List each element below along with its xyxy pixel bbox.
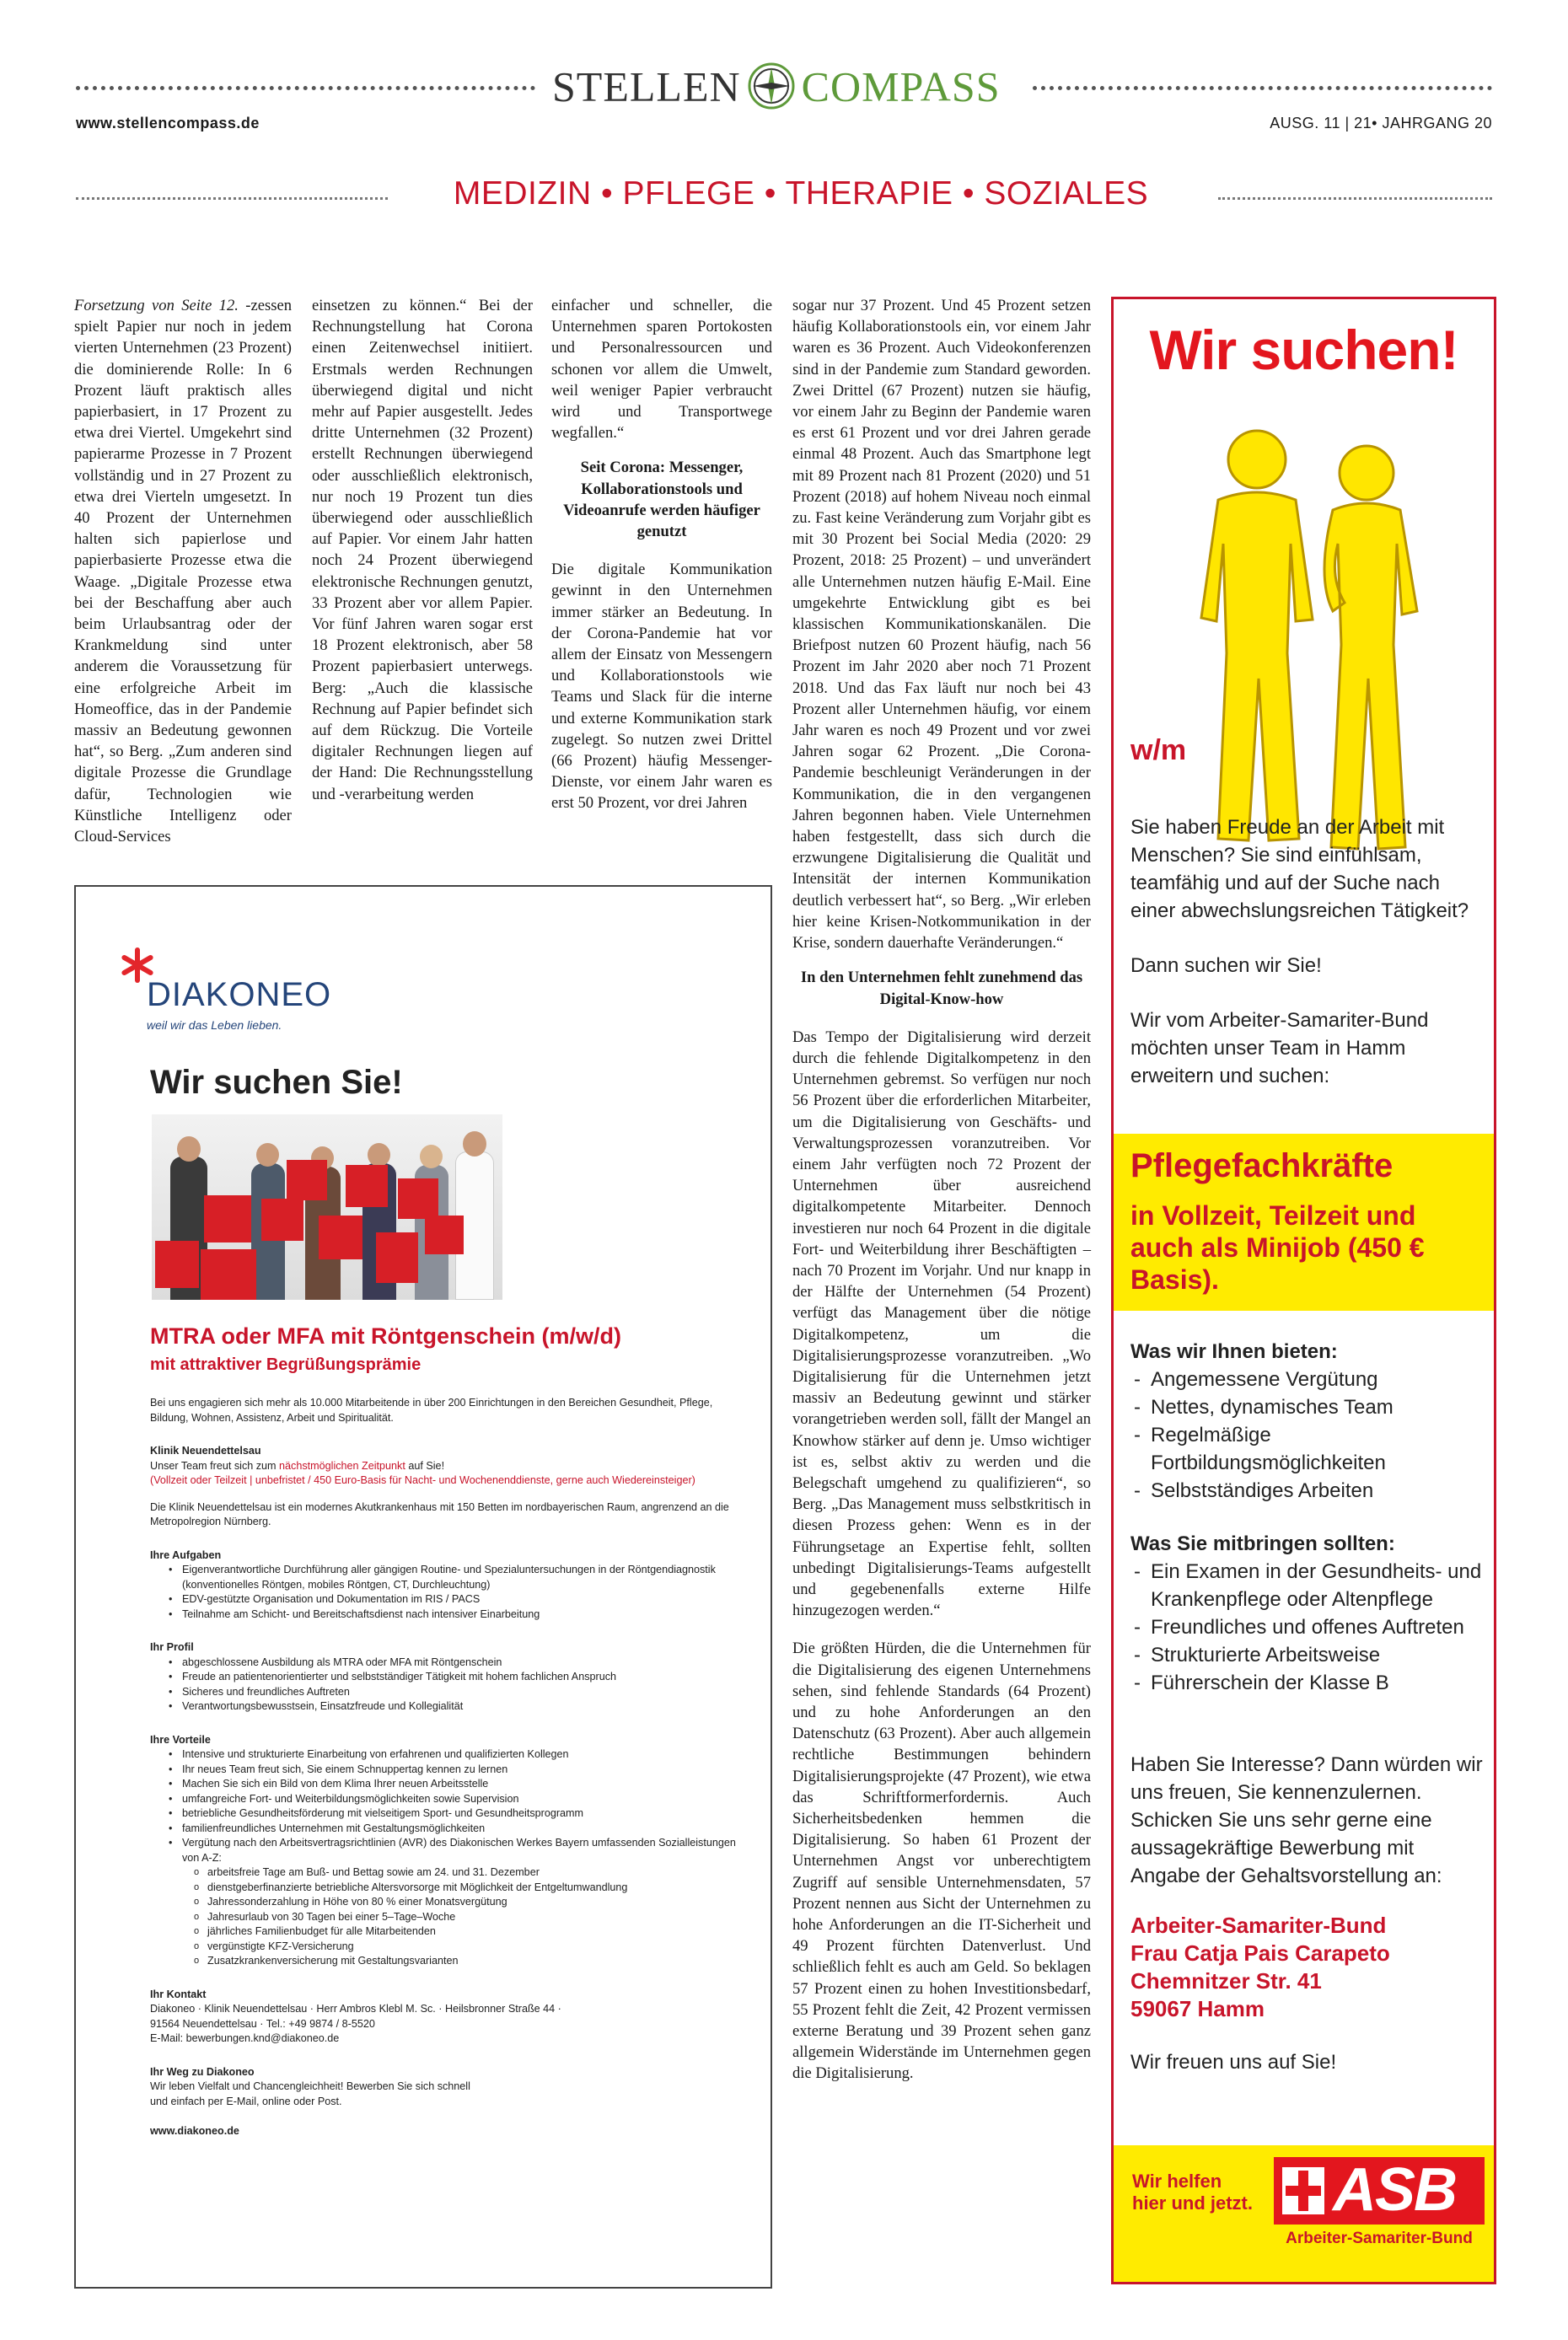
list-item: • umfangreiche Fort- und Weiterbildungsmöglichkeiten sowie Supervision [150, 1792, 740, 1807]
article-col3-text-a: einfacher und schneller, die Unternehmen sparen Portokosten und Personalressourcen und schonen vor allem die Umwelt, weil weniger Papier verbraucht wird und Transportwege wegfallen.“ [551, 297, 772, 443]
bring-heading: Was Sie mitbringen sollten: [1130, 1532, 1395, 1555]
diakoneo-url[interactable]: www.diakoneo.de [150, 2125, 239, 2137]
diakoneo-brand: DIAKONEO [147, 976, 332, 1013]
clinic-terms: (Vollzeit oder Teilzeit | unbefristet / 450 Euro-Basis für Nacht- und Wochenenddienste, gerne auch Wiedereinsteiger) [150, 1474, 695, 1486]
asb-footer-name: Arbeiter-Samariter-Bund [1286, 2230, 1473, 2247]
list-item: • Vergütung nach den Arbeitsvertragsrichtlinien (AVR) des Diakonischen Werkes Bayern umfassenden Sozialleistungen von A-Z: [150, 1836, 740, 1865]
gender-note: w/m [1130, 734, 1187, 766]
job-title: MTRA oder MFA mit Röntgenschein (m/w/d) [150, 1323, 621, 1349]
article-column-3 [551, 295, 772, 814]
people-silhouette-icon [1164, 400, 1451, 877]
banner-title: Pflegefachkräfte [1130, 1147, 1393, 1184]
list-subitem: o arbeitsfreie Tage am Buß- und Bettag sowie am 24. und 31. Dezember [150, 1865, 740, 1881]
team-photo [152, 1114, 502, 1300]
list-subitem: o Jahresurlaub von 30 Tagen bei einer 5–Tage–Woche [150, 1910, 740, 1925]
asb-slogan [1132, 2171, 1253, 2214]
diakoneo-job-ad [74, 885, 772, 2289]
benefits-heading: Ihre Vorteile [150, 1733, 211, 1746]
asb-address [1130, 1912, 1488, 2023]
contact-email[interactable]: E-Mail: bewerbungen.knd@diakoneo.de [150, 2032, 340, 2044]
list-item: - Regelmäßige Fortbildungsmöglichkeiten [1130, 1421, 1488, 1477]
asb-closing: Haben Sie Interesse? Dann würden wir uns freuen, Sie kennenzulernen. Schicken Sie uns sehr gerne eine aussagekräftige Bewerbung mit Angabe der Gehaltsvorstellung an: [1130, 1753, 1483, 1887]
asb-logo [1274, 2157, 1485, 2225]
list-item: • Sicheres und freundliches Auftreten [150, 1685, 740, 1700]
article-col4-text-a: sogar nur 37 Prozent. Und 45 Prozent setzen häufig Kollaborationstools ein, vor einem Jahr waren es 36 Prozent. Auch Videokonferenzen sind in der Pandemie zum Standard geworden. Zwei Drittel (67 Prozent) nutzen sie häufig, vor einem Jahr zu Beginn der Pandemie waren es erst 61 Prozent und vor drei Jahren gerade einmal 48 Prozent. Auch das Smartphone legt mit 89 Prozent nach 81 Prozent (2020) und 51 Prozent (2018) auf hohem Niveau noch einmal zu. Fast keine Veränderung zum Vorjahr gibt es mit 30 Prozent bei Social Media (2020: 29 Prozent, 2018: 25 Prozent) – und unverändert alle Unternehmen nutzen häufig E-Mail. Eine umgekehrte Entwicklung gibt es bei klassischen Kommunikationskanälen. Die Briefpost nutzen 60 Prozent häufig, nach 56 Prozent im Jahr 2020 aber noch 71 Prozent 2018. Und das Fax läuft nur noch bei 43 Prozent aller Unternehmen häufig, vor einem Jahr waren es noch 49 Prozent und vor zwei Jahren sogar 62 Prozent. „Die Corona-Pandemie beschleunigt Veränderungen in der Kommunikation, die in den vergangenen Jahren begonnen haben. Viele Unternehmen haben festgestellt, dass sich durch die erzwungene Digitalisierung die Qualität und Intensität der internen Kommunikation deutlich verbessert hat“, so Berg. „Wir erleben hier keine Krisen-Notkommunikation in der Krise, sondern dauerhafte Veränderungen.“ [792, 297, 1091, 953]
diakoneo-tagline: weil wir das Leben lieben. [147, 1018, 282, 1032]
article-column-2 [312, 295, 533, 805]
address-line: Chemnitzer Str. 41 [1130, 1968, 1322, 1994]
clinic-line-a: Unser Team freut sich zum [150, 1459, 280, 1472]
list-subitem: o Jahressonderzahlung in Höhe von 80 % einer Monatsvergütung [150, 1895, 740, 1910]
list-subitem: o jährliches Familienbudget für alle Mitarbeitenden [150, 1924, 740, 1940]
list-item: • familienfreundliches Unternehmen mit Gestaltungsmöglichkeiten [150, 1822, 740, 1837]
list-item: - Strukturierte Arbeitsweise [1130, 1641, 1488, 1669]
article-subheading-1: Seit Corona: Messenger, Kollaborationstools und Videoanrufe werden häufiger genutzt [563, 459, 760, 541]
list-subitem: o Zusatzkrankenversicherung mit Gestaltungsvarianten [150, 1954, 740, 1969]
section-category: MEDIZIN • PFLEGE • THERAPIE • SOZIALES [453, 175, 1149, 212]
benefits-list [150, 1747, 740, 1969]
asb-offer-block [1130, 1338, 1488, 2076]
profile-list [150, 1656, 740, 1715]
list-item: - Ein Examen in der Gesundheits- und Krankenpflege oder Altenpflege [1130, 1558, 1488, 1613]
clinic-description: Die Klinik Neuendettelsau ist ein modernes Akutkrankenhaus mit 150 Betten im nordbayerischen Raum, angrenzend an die Metropolregion Nürnberg. [150, 1500, 729, 1527]
tasks-heading: Ihre Aufgaben [150, 1548, 222, 1561]
list-item: • Verantwortungsbewusstsein, Einsatzfreude und Kollegialität [150, 1699, 740, 1715]
contact-line: Diakoneo · Klinik Neuendettelsau · Herr Ambros Klebl M. Sc. · Heilsbronner Straße 44 · [150, 2003, 561, 2015]
list-item: • betriebliche Gesundheitsförderung mit vielseitigem Sport- und Gesundheitsprogramm [150, 1806, 740, 1822]
contact-heading: Ihr Kontakt [150, 1988, 207, 2000]
list-item: • Ihr neues Team freut sich, Sie einem Schnuppertag kennen zu lernen [150, 1763, 740, 1778]
diakoneo-intro: Bei uns engagieren sich mehr als 10.000 Mitarbeitende in über 200 Einrichtungen in den Bereichen Gesundheit, Pflege, Bildung, Wohnen, Assistenz, Arbeit und Spiritualität. [150, 1397, 713, 1424]
clinic-line-highlight: nächstmöglichen Zeitpunkt [279, 1459, 405, 1472]
clinic-start-line [150, 1459, 740, 1474]
tasks-list [150, 1563, 740, 1622]
offer-heading: Was wir Ihnen bieten: [1130, 1340, 1338, 1363]
article-col2-text: einsetzen zu können.“ Bei der Rechnungstellung hat Corona einen Zeitenwechsel initiiert. Erstmals werden Rechnungen überwiegend digital und nicht mehr auf Papier ausgestellt. Jedes dritte Unternehmen (32 Prozent) erstellt Rechnungen überwiegend oder ausschließlich elektronisch, nur noch 19 Prozent tun dies überwiegend oder ausschließlich auf Papier. Vor einem Jahr hatten noch 24 Prozent überwiegend elektronische Rechnungen genutzt, 33 Prozent aber vor allem Papier. Vor fünf Jahren waren sogar erst 18 Prozent elektronisch, aber 58 Prozent papierbasiert unterwegs. Berg: „Auch die klassische Rechnung auf Papier befindet sich auf dem Rückzug. Die Vorteile digitaler Rechnungen liegen auf der Hand: Die Rechnungsstellung und -verarbeitung werden [312, 297, 533, 803]
way-heading: Ihr Weg zu Diakoneo [150, 2065, 255, 2078]
logo-left-text: STELLEN [552, 62, 741, 110]
edition-info: AUSG. 11 | 21• JAHRGANG 20 [1270, 115, 1492, 131]
list-item: • Freude an patientenorientierter und selbstständiger Tätigkeit mit hohem fachlichen Anspruch [150, 1670, 740, 1685]
way-line: und einfach per E-Mail, online oder Post. [150, 2095, 342, 2107]
asb-headline: Wir suchen! [1149, 319, 1458, 381]
list-item: - Nettes, dynamisches Team [1130, 1393, 1488, 1421]
way-line: Wir leben Vielfalt und Chancengleichheit! Bewerben Sie sich schnell [150, 2080, 470, 2092]
list-subitem: o vergünstigte KFZ-Versicherung [150, 1940, 740, 1955]
article-column-4 [792, 295, 1091, 2085]
article-col3-text-b: Die digitale Kommunikation gewinnt in den Unternehmen immer stärker an Bedeutung. In der Corona-Pandemie hat vor allem der Einsatz von Messengern und Kollaborationstools wie Teams und Slack für die interne und externe Kommunikation stark zugelegt. So nutzen zwei Drittel (66 Prozent) häufig Messenger-Dienste, vor einem Jahr waren es erst 50 Prozent, vor drei Jahren [551, 561, 772, 813]
asb-intro-3: Wir vom Arbeiter-Samariter-Bund möchten unser Team in Hamm erweitern und suchen: [1130, 1009, 1429, 1087]
list-item: - Selbstständiges Arbeiten [1130, 1477, 1488, 1505]
list-item: - Angemessene Vergütung [1130, 1366, 1488, 1393]
asb-job-ad [1111, 297, 1496, 2284]
article-column-1 [74, 295, 292, 847]
list-item: • Teilnahme am Schicht- und Bereitschaftsdienst nach intensiver Einarbeitung [150, 1607, 740, 1623]
bring-list [1130, 1558, 1488, 1697]
clinic-line-b: auf Sie! [405, 1459, 445, 1472]
list-item: - Freundliches und offenes Auftreten [1130, 1613, 1488, 1641]
list-item: • Intensive und strukturierte Einarbeitung von erfahrenen und qualifizierten Kollegen [150, 1747, 740, 1763]
offer-list [1130, 1366, 1488, 1505]
address-line: Arbeiter-Samariter-Bund [1130, 1913, 1387, 1938]
masthead-logo [552, 61, 1001, 121]
diakoneo-ad-body [150, 1396, 740, 2139]
website-url[interactable]: www.stellencompass.de [76, 115, 260, 131]
list-item: • abgeschlossene Ausbildung als MTRA oder MFA mit Röntgenschein [150, 1656, 740, 1671]
list-item: • Eigenverantwortliche Durchführung aller gängigen Routine- und Spezialuntersuchungen in der Röntgendiagnostik (konventionelles Röntgen, mobiles Röntgen, CT, Durchleuchtung) [150, 1563, 740, 1592]
compass-icon [746, 61, 797, 121]
article-col4-text-b: Das Tempo der Digitalisierung wird derzeit durch die fehlende Digitalkompetenz in den Unternehmen gebremst. So verfügen nur noch 56 Prozent über die erforderlichen Mitarbeiter, um die Digitalisierung von Geschäfts- und Verwaltungsprozessen voranzutreiben. Vor einem Jahr verfügten noch 72 Prozent der Unternehmen über ausreichend digitalkompetente Mitarbeiter. Dennoch investieren nur noch 64 Prozent in die digitale Fort- und Weiterbildung ihrer Beschäftigten – nach 70 Prozent im Vorjahr. Und nur knapp in der Hälfte der Unternehmen (54 Prozent) verfügt das Management über die nötige Digitalkompetenz, um die Digitalisierungsprozesse voranzutreiben. „Wo Digitalisierung für die Unternehmen jetzt massiv an Bedeutung gewinnt und stärker vorangetrieben werden soll, fällt der Mangel an Knowhow stärker auf denn je. Umso wichtiger ist es, selbst aktiv zu werden und die Belegschaft umgehend zu qualifizieren“, so Berg. „Das Management muss selbstkritisch in diesen Prozess gehen: Wenn es in der Führungsetage an Expertise fehlt, sollten unbedingt Digitalisierungs-Teams aufgestellt und gegebenenfalls externe Hilfe hinzugezogen werden.“ [792, 1028, 1091, 1620]
clinic-name: Klinik Neuendettelsau [150, 1445, 261, 1457]
header-rule-left [76, 86, 535, 90]
asb-intro-2: Dann suchen wir Sie! [1130, 954, 1322, 977]
address-line: 59067 Hamm [1130, 1996, 1265, 2021]
slogan-line: hier und jetzt. [1132, 2192, 1253, 2214]
list-subitem: o dienstgeberfinanzierte betriebliche Altersvorsorge mit Möglichkeit der Entgeltumwandlung [150, 1881, 740, 1896]
asb-intro-block [1130, 813, 1485, 1090]
cross-icon [1282, 2167, 1324, 2214]
asb-intro: Sie haben Freude an der Arbeit mit Menschen? Sie sind einfühlsam, teamfähig und auf der Suche nach einer abwechslungsreichen Tätigkeit? [1130, 816, 1469, 922]
asb-thanks: Wir freuen uns auf Sie! [1130, 2051, 1337, 2074]
slogan-line: Wir helfen [1132, 2171, 1222, 2192]
article-col4-text-c: Die größten Hürden, die die Unternehmen für die Digitalisierung des eigenen Unternehmens sehen, sind fehlende Standards (64 Prozent) und zu hohe Anforderungen an den Datenschutz (63 Prozent). Aber auch allgemein rechtliche Bestimmungen behindern Digitalisierungsprojekte (47 Prozent), wie etwa das Schriftformerfordernis. Auch Sicherheitsbedenken hemmen die Digitalisierung. So haben 61 Prozent der Unternehmen Angst vor unberechtigtem Zugriff auf sensible Unternehmensdaten, 57 Prozent nennen aus Sicht der Unternehmen zu hohe Anforderungen an die IT-Sicherheit und 49 Prozent fürchten Datenverlust. Und schließlich fehlt es auch am Geld. So beklagen 57 Prozent einen zu hohen Investitionsbedarf, 55 Prozent fehlt die Zeit, 42 Prozent vermissen externe Beratung und 39 Prozent sehen ganz allgemein Widerstände im Unternehmen gegen die Digitalisierung. [792, 1640, 1091, 2083]
asb-logo-text: ASB [1333, 2156, 1457, 2224]
logo-right-text: COMPASS [801, 62, 1001, 110]
category-rule-left [76, 197, 388, 200]
article-col1-text: Forsetzung von Seite 12. -zessen spielt Papier nur noch in jedem vierten Unternehmen (23 Prozent) die dominierende Rolle: In 6 Prozent läuft praktisch alles papierbasiert, in 17 Prozent zu etwa drei Viertel. Umgekehrt sind papierarme Prozesse in 7 Prozent vollständig und in 27 Prozent zu etwa drei Vierteln umgesetzt. In 40 Prozent der Unternehmen halten sich papierlose und papierbasierte Prozesse etwa die Waage. „Digitale Prozesse etwa bei der Beschaffung aber auch beim Urlaubsantrag oder der Krankmeldung sind unter anderem die Voraussetzung für eine erfolgreiche Arbeit im Homeoffice, das in der Pandemie massiv an Bedeutung gewonnen hat“, so Berg. „Zum anderen sind digitale Prozesse die Grundlage dafür, Technologien wie Künstliche Intelligenz oder Cloud-Services [74, 297, 293, 846]
address-line: Frau Catja Pais Carapeto [1130, 1940, 1390, 1966]
header-rule-right [1033, 86, 1492, 90]
diakoneo-headline: Wir suchen Sie! [150, 1064, 403, 1101]
list-item: • Machen Sie sich ein Bild von dem Klima Ihrer neuen Arbeitsstelle [150, 1777, 740, 1792]
banner-subtitle: in Vollzeit, Teilzeit und auch als Minijob (450 € Basis). [1130, 1200, 1425, 1295]
article-subheading-2: In den Unternehmen fehlt zunehmend das Digital-Know-how [800, 969, 1083, 1008]
category-rule-right [1218, 197, 1492, 200]
profile-heading: Ihr Profil [150, 1641, 194, 1653]
list-item: • EDV-gestützte Organisation und Dokumentation im RIS / PACS [150, 1592, 740, 1607]
list-item: - Führerschein der Klasse B [1130, 1669, 1488, 1697]
contact-line: 91564 Neuendettelsau · Tel.: +49 9874 / 8-5520 [150, 2017, 375, 2030]
job-subtitle: mit attraktiver Begrüßungsprämie [150, 1355, 422, 1374]
